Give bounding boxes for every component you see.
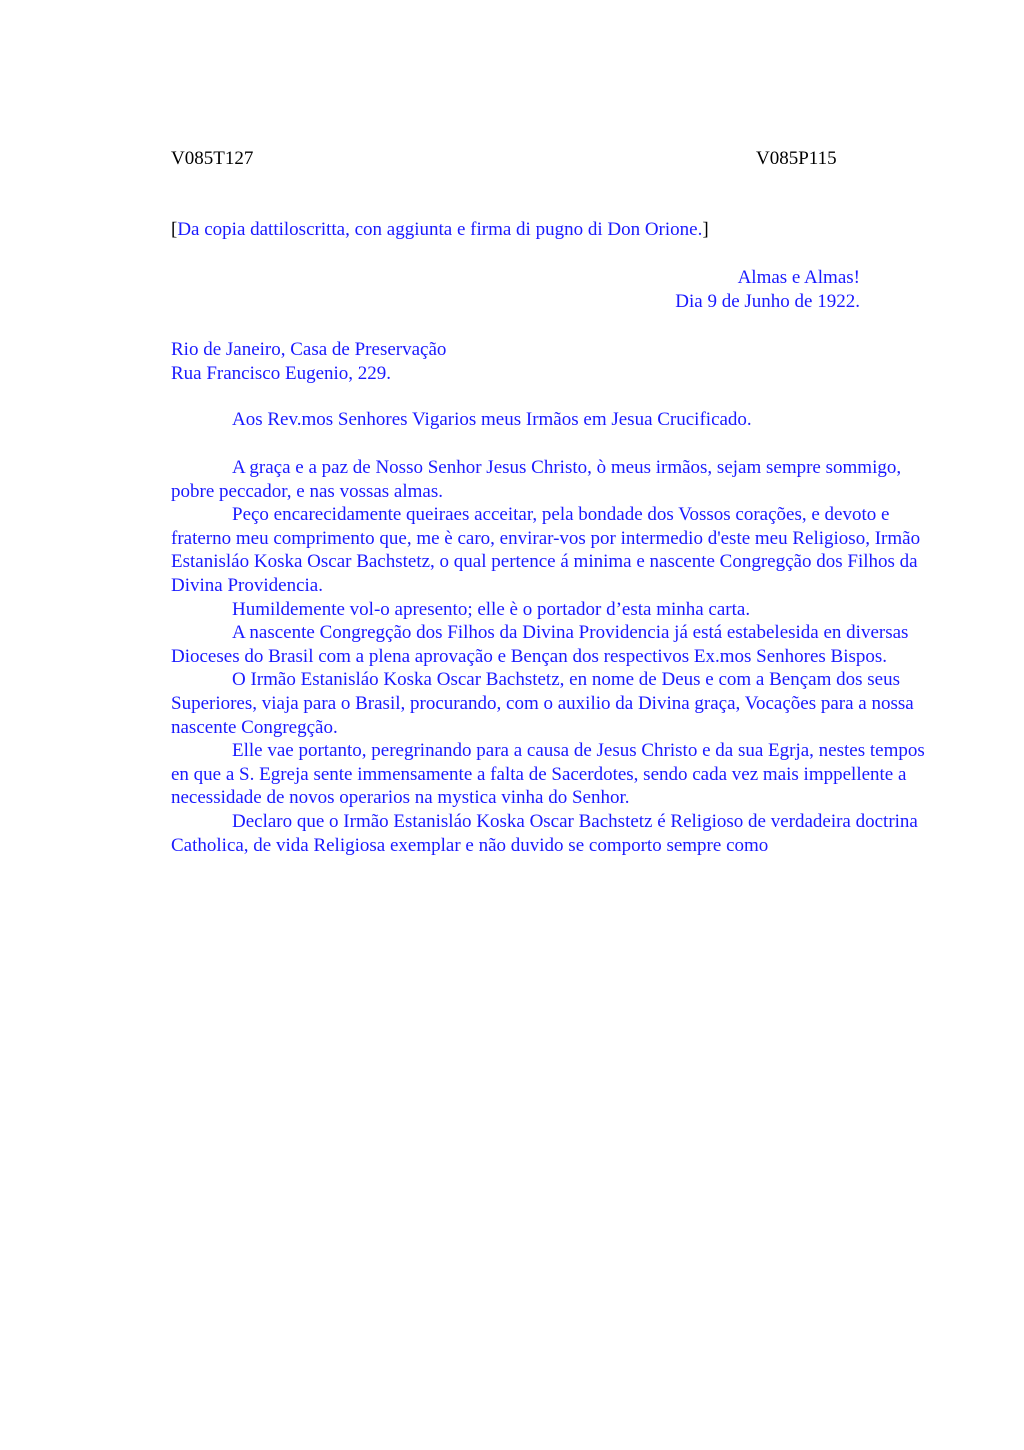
letter-body: [171, 456, 931, 857]
body-paragraph-7: Declaro que o Irmão Estanisláo Koska Oscar Bachstetz é Religioso de verdadeira doctrina Catholica, de vida Religiosa exemplar e não duvido se comporto sempre como: [171, 810, 918, 856]
body-paragraph-3: Humildemente vol-o apresento; elle è o portador d’esta minha carta.: [232, 598, 751, 620]
source-note-open-bracket: [: [171, 219, 178, 240]
letter-header: [560, 266, 860, 313]
document-ref-right: V085P115: [756, 148, 837, 169]
letter-date: Dia 9 de Junho de 1922.: [675, 290, 860, 312]
body-paragraph-2: Peço encarecidamente queiraes acceitar, pela bondade dos Vossos corações, e devoto e fraterno meu comprimento que, me è caro, envirar-vos por intermedio d'este meu Religioso, Irmão Estanisláo Koska Oscar Bachstetz, o qual pertence á minima e nascente Congregção dos Filhos da Divina Providencia.: [171, 504, 921, 596]
body-paragraph-1: A graça e a paz de Nosso Senhor Jesus Christo, ò meus irmãos, sejam sempre sommigo, pobre peccador, e nas vossas almas.: [171, 457, 902, 502]
source-note-text: Da copia dattiloscritta, con aggiunta e firma di pugno di Don Orione.: [177, 219, 703, 240]
letter-motto: Almas e Almas!: [737, 267, 860, 288]
body-paragraph-6: Elle vae portanto, peregrinando para a causa de Jesus Christo e da sua Egrja, nestes tempos en que a S. Egreja sente immensamente a falta de Sacerdotes, sendo cada vez mais imppellente a necessidade de novos operarios na mystica vinha do Senhor.: [171, 740, 925, 809]
body-paragraph-4: A nascente Congregção dos Filhos da Divina Providencia já está estabelesida en diversas Dioceses do Brasil com a plena aprovação e Bençan dos respectivos Ex.mos Senhores Bispos.: [171, 622, 909, 667]
address-line-2: Rua Francisco Eugenio, 229.: [171, 362, 392, 384]
address-line-1: Rio de Janeiro, Casa de Preservação: [171, 339, 447, 360]
body-paragraph-5: O Irmão Estanisláo Koska Oscar Bachstetz, en nome de Deus e com a Bençam dos seus Superiores, viaja para o Brasil, procurando, com o auxilio da Divina graça, Vocações para a nossa nascente Congregção.: [171, 669, 914, 738]
letter-salutation: Aos Rev.mos Senhores Vigarios meus Irmãos em Jesua Crucificado.: [232, 409, 752, 430]
source-note-close-bracket: ]: [702, 219, 709, 240]
letter-address: [171, 338, 446, 385]
document-ref-left: V085T127: [171, 148, 254, 169]
source-note: [171, 218, 709, 242]
